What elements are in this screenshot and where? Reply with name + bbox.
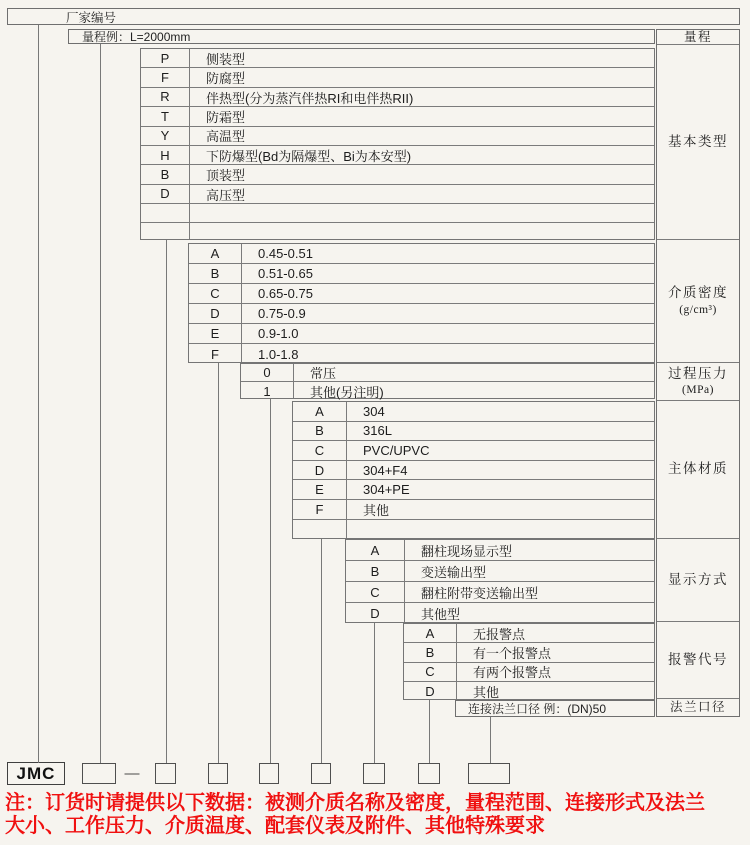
code-cell: A <box>370 542 380 558</box>
code-row-R <box>141 88 654 107</box>
code-row-P <box>141 49 654 68</box>
code-row-C <box>346 582 654 603</box>
connector-line <box>321 539 322 763</box>
code-cell: F <box>315 501 324 517</box>
desc-cell: 翻柱现场显示型 <box>421 543 513 559</box>
code-row-D <box>141 185 654 204</box>
side-label-range: 量程 <box>657 30 739 45</box>
code-cell: C <box>370 584 380 600</box>
code-row-A <box>293 402 654 422</box>
section-display-mode <box>345 539 655 623</box>
code-box <box>208 763 228 784</box>
code-row-B <box>189 264 654 284</box>
code-row-D <box>404 682 654 701</box>
code-box <box>311 763 331 784</box>
section-process-pressure <box>240 363 655 399</box>
flange-size-row <box>455 700 655 717</box>
code-cell: P <box>160 50 170 66</box>
section-alarm-code <box>403 623 655 700</box>
code-cell: B <box>425 644 435 660</box>
code-cell: D <box>210 306 220 321</box>
connector-line <box>38 25 39 763</box>
desc-cell: 0.75-0.9 <box>258 306 306 321</box>
code-cell: Y <box>160 128 170 144</box>
code-cell: C <box>425 664 435 680</box>
code-cell: B <box>160 167 170 183</box>
code-box <box>82 763 116 784</box>
code-row-H <box>141 146 654 165</box>
code-cell: E <box>315 482 324 498</box>
empty-row <box>293 520 654 540</box>
code-cell: F <box>161 70 169 86</box>
side-label-flange: 法兰口径 <box>669 700 726 715</box>
side-label-alarm-code: 报警代号 <box>657 622 739 699</box>
connector-line <box>100 44 101 763</box>
side-label-column <box>656 29 740 717</box>
side-label-body-material: 主体材质 <box>657 401 739 539</box>
code-cell: T <box>161 108 169 124</box>
connector-line <box>166 240 167 763</box>
code-box <box>468 763 510 784</box>
desc-cell: 伴热型(分为蒸汽伴热RI和电伴热RII) <box>206 90 414 106</box>
side-label-display-mode: 显示方式 <box>657 539 739 623</box>
desc-cell: 常压 <box>310 366 337 381</box>
desc-cell: 有一个报警点 <box>473 645 552 661</box>
desc-cell: 316L <box>363 423 392 439</box>
model-prefix-box: JMC <box>7 762 65 785</box>
desc-cell: 0.45-0.51 <box>258 246 313 261</box>
separator-dash: — <box>124 765 140 782</box>
desc-cell: 其他(另注明) <box>310 384 384 400</box>
desc-cell: 下防爆型(Bd为隔爆型、Bi为本安型) <box>206 148 412 164</box>
connector-line <box>490 717 491 763</box>
desc-cell: 侧装型 <box>206 51 246 67</box>
code-cell: F <box>211 346 219 362</box>
code-row-1 <box>241 382 654 400</box>
connector-line <box>270 399 271 763</box>
code-cell: D <box>160 186 170 202</box>
code-cell: 0 <box>263 365 271 380</box>
code-row-A <box>346 540 654 561</box>
code-row-A <box>189 244 654 264</box>
desc-cell: 其他 <box>473 685 500 701</box>
code-cell: A <box>425 625 435 641</box>
code-row-C <box>293 441 654 461</box>
code-cell: C <box>210 286 220 301</box>
desc-cell: 304+PE <box>363 482 410 498</box>
code-cell: R <box>160 89 170 105</box>
code-cell: 1 <box>263 383 271 399</box>
desc-cell: 翻柱附带变送输出型 <box>421 585 539 601</box>
desc-cell: PVC/UPVC <box>363 442 430 458</box>
connector-line <box>218 363 219 763</box>
flange-size-text: 连接法兰口径 例：(DN)50 <box>468 702 607 716</box>
code-row-0 <box>241 364 654 382</box>
code-cell: C <box>314 442 325 458</box>
code-row-B <box>404 643 654 662</box>
section-medium-density <box>188 243 655 363</box>
manufacturer-number-box <box>7 8 740 25</box>
code-cell: B <box>210 266 220 281</box>
desc-cell: 其他 <box>363 502 390 518</box>
side-label-medium-density: 介质密度 (g/cm³) <box>657 240 739 363</box>
code-row-T <box>141 107 654 126</box>
desc-cell: 0.51-0.65 <box>258 266 313 281</box>
code-row-C <box>404 663 654 682</box>
desc-cell: 高温型 <box>206 129 246 145</box>
empty-row <box>141 223 654 241</box>
order-note-line2: 大小、工作压力、介质温度、配套仪表及附件、其他特殊要求 <box>5 815 545 837</box>
code-cell: E <box>210 326 220 341</box>
section-basic-type <box>140 48 655 240</box>
desc-cell: 304+F4 <box>363 462 408 478</box>
desc-cell: 304 <box>363 403 385 419</box>
code-cell: D <box>425 684 435 700</box>
code-row-B <box>293 422 654 442</box>
code-cell: D <box>314 462 325 478</box>
order-note-line1: 注：订货时请提供以下数据：被测介质名称及密度，量程范围、连接形式及法兰 <box>5 792 705 814</box>
code-row-D <box>293 461 654 481</box>
code-box <box>259 763 279 784</box>
desc-cell: 变送输出型 <box>421 564 487 580</box>
code-cell: D <box>370 606 380 621</box>
code-row-D <box>189 304 654 324</box>
code-row-F <box>141 68 654 87</box>
code-row-D <box>346 603 654 624</box>
desc-cell: 顶装型 <box>206 168 246 184</box>
code-row-B <box>141 165 654 184</box>
side-label-basic-type: 基本类型 <box>657 45 739 240</box>
desc-cell: 其他型 <box>421 607 461 622</box>
code-box <box>363 763 385 784</box>
desc-cell: 0.9-1.0 <box>258 326 299 341</box>
code-row-B <box>346 561 654 582</box>
desc-cell: 防霜型 <box>206 109 246 125</box>
code-cell: B <box>315 423 324 439</box>
connector-line <box>429 700 430 763</box>
code-row-F <box>293 500 654 520</box>
code-row-C <box>189 284 654 304</box>
desc-cell: 高压型 <box>206 187 246 203</box>
desc-cell: 无报警点 <box>473 626 526 642</box>
range-example-box <box>68 29 655 44</box>
code-box <box>418 763 440 784</box>
code-cell: B <box>370 563 380 579</box>
code-row-Y <box>141 127 654 146</box>
code-row-A <box>404 624 654 643</box>
code-row-F <box>189 344 654 364</box>
empty-row <box>141 204 654 222</box>
code-cell: A <box>210 246 220 261</box>
range-example-label: 量程例：L=2000mm <box>82 30 191 44</box>
side-label-process-pressure: 过程压力 (MPa) <box>657 363 739 401</box>
section-body-material <box>292 401 655 539</box>
code-box <box>155 763 176 784</box>
code-row-E <box>293 480 654 500</box>
desc-cell: 1.0-1.8 <box>258 346 299 362</box>
desc-cell: 防腐型 <box>206 71 246 87</box>
connector-line <box>374 623 375 763</box>
code-row-E <box>189 324 654 344</box>
desc-cell: 0.65-0.75 <box>258 286 313 301</box>
code-cell: A <box>315 403 324 419</box>
code-cell: H <box>160 147 170 163</box>
desc-cell: 有两个报警点 <box>473 665 552 681</box>
manufacturer-number-label: 厂家编号 <box>66 10 117 25</box>
